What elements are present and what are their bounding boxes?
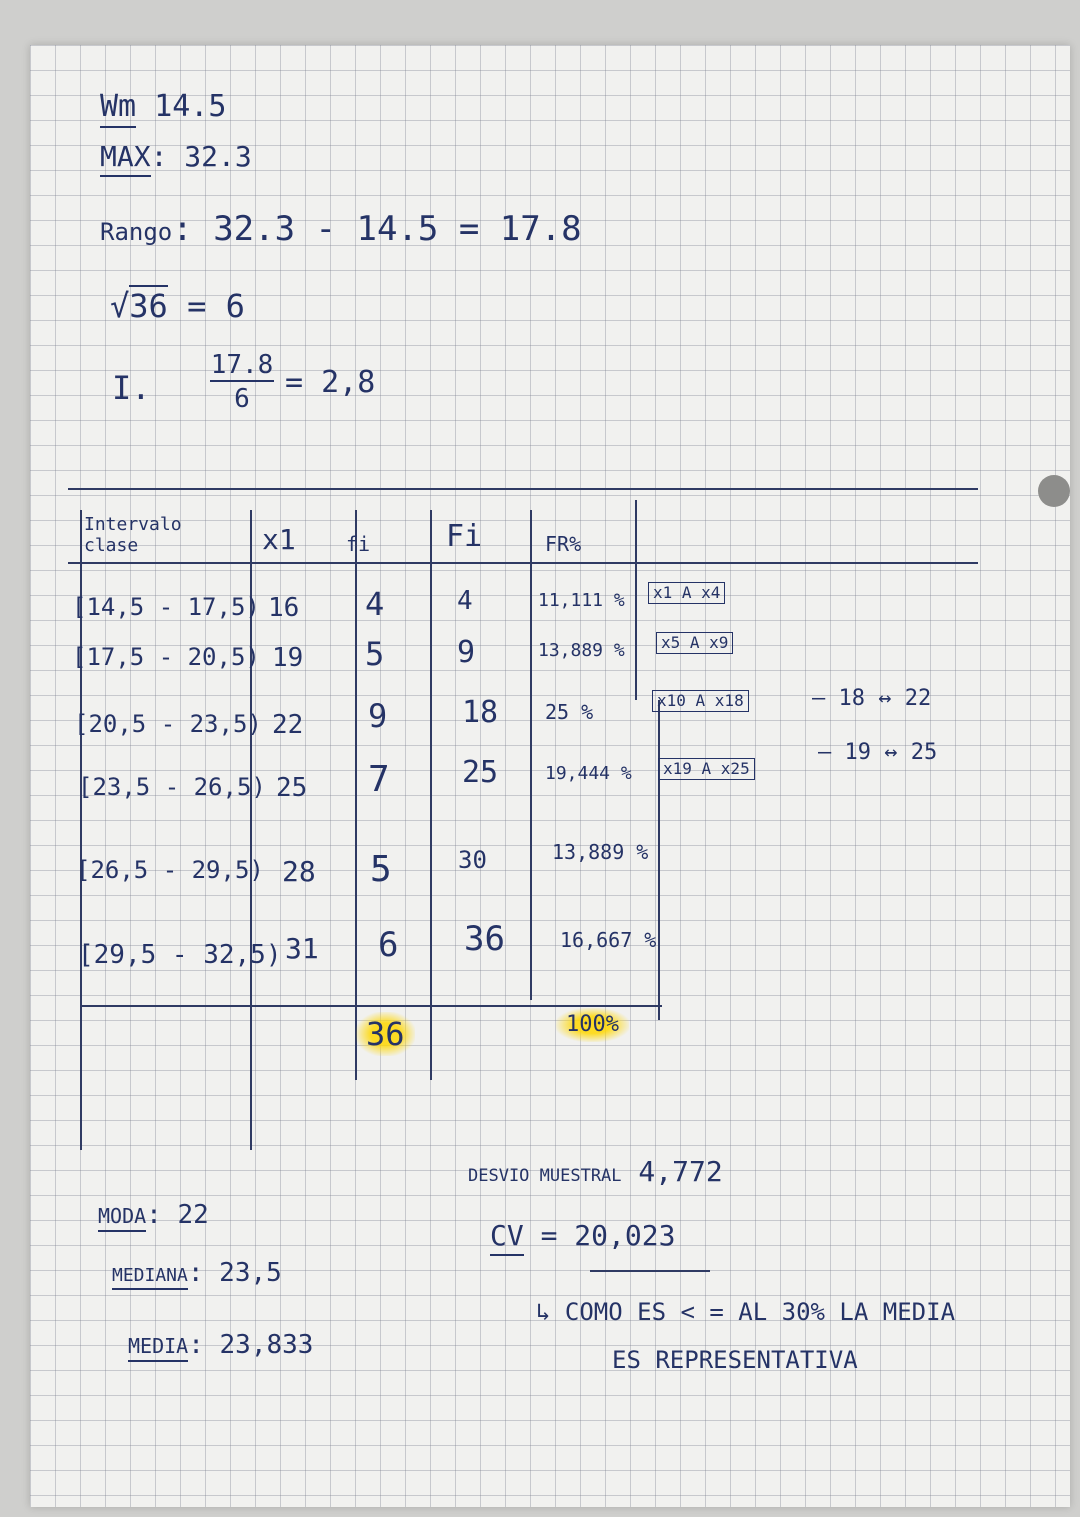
table-total-border <box>82 1005 662 1007</box>
sqrt-result: = 6 <box>187 287 245 325</box>
table-col-line-2 <box>355 510 357 1080</box>
row2-x: 19 <box>272 643 304 673</box>
row4-x: 25 <box>276 773 308 803</box>
row1-x: 16 <box>268 593 300 623</box>
conclusion-line-1: ↳ COMO ES < = AL 30% LA MEDIA <box>536 1298 956 1326</box>
table-col-line-4 <box>530 510 532 1000</box>
range-label: Rango <box>100 218 173 246</box>
mediana-value: : 23,5 <box>187 1258 282 1288</box>
conclusion-line-2: ES REPRESENTATIVA <box>612 1346 858 1374</box>
row6-fi: 6 <box>378 925 399 965</box>
cv-value: = 20,023 <box>540 1219 676 1252</box>
row1-fi: 4 <box>365 585 385 623</box>
row4-interval: [23,5 - 26,5) <box>78 773 266 801</box>
row3-Fi: 18 <box>462 695 499 730</box>
total-fi-highlighted: 36 <box>356 1012 415 1056</box>
header-Fi: Fi <box>446 519 483 554</box>
row3-interval: [20,5 - 23,5) <box>74 710 262 738</box>
mediana-label: MEDIANA <box>112 1265 188 1290</box>
row5-x: 28 <box>282 855 316 888</box>
row5-Fi: 30 <box>458 846 487 874</box>
row4-fi: 7 <box>368 759 390 800</box>
row2-Fi: 9 <box>457 635 476 670</box>
interval-result: = 2,8 <box>285 365 376 400</box>
max-row <box>100 140 252 173</box>
media-row <box>128 1332 313 1358</box>
table-header-border <box>68 562 978 564</box>
row3-note: x10 A x18 <box>652 690 749 712</box>
row5-fi: 5 <box>370 849 392 890</box>
row4-note: x19 A x25 <box>658 758 755 780</box>
desvio-label: DESVIO MUESTRAL <box>468 1166 622 1186</box>
row2-fi: 5 <box>365 635 385 673</box>
row2-interval: [17,5 - 20,5) <box>72 643 260 671</box>
table-col-line-3 <box>430 510 432 1080</box>
cv-label: CV <box>490 1219 524 1256</box>
row6-Fi: 36 <box>464 919 505 959</box>
cv-underline <box>590 1270 710 1272</box>
desvio-row <box>468 1155 723 1188</box>
row6-fr: 16,667 % <box>560 928 657 952</box>
table-col-line-6 <box>658 700 660 1020</box>
header-x1: x1 <box>262 523 296 556</box>
row3-x: 22 <box>272 710 304 740</box>
row4-fr: 19,444 % <box>545 763 632 784</box>
moda-label: MODA <box>98 1204 146 1232</box>
min-row <box>100 89 227 124</box>
header-fi: fi <box>346 532 371 556</box>
table-col-line-5 <box>635 500 637 700</box>
row4-extra: — 19 ↔ 25 <box>818 740 938 765</box>
cv-row <box>490 1219 676 1252</box>
range-expression: : 32.3 - 14.5 = 17.8 <box>172 209 582 249</box>
interval-denominator: 6 <box>234 384 250 414</box>
table-top-border <box>68 488 978 490</box>
desvio-value: 4,772 <box>638 1155 723 1188</box>
header-fr: FR% <box>545 532 582 556</box>
row1-interval: [14,5 - 17,5) <box>72 593 260 621</box>
header-interval: Intervalo clase <box>84 514 182 556</box>
row1-fr: 11,111 % <box>538 590 625 611</box>
mediana-row <box>112 1260 282 1286</box>
min-value: 14.5 <box>154 89 227 124</box>
row3-fr: 25 % <box>545 700 594 724</box>
row4-Fi: 25 <box>462 755 499 790</box>
row5-interval: [26,5 - 29,5) <box>76 856 264 884</box>
row1-Fi: 4 <box>457 586 473 616</box>
moda-row <box>98 1202 209 1228</box>
max-label: MAX <box>100 140 151 177</box>
range-row <box>100 209 582 249</box>
min-label: Wm <box>100 89 136 128</box>
punch-hole <box>1038 475 1070 507</box>
row5-fr: 13,889 % <box>552 840 649 864</box>
row6-x: 31 <box>285 932 319 965</box>
sqrt-argument: 36 <box>129 287 168 325</box>
row3-fi: 9 <box>368 697 388 735</box>
row2-fr: 13,889 % <box>538 640 625 661</box>
media-label: MEDIA <box>128 1334 188 1362</box>
interval-fraction <box>210 352 274 412</box>
sqrt-row <box>110 287 245 325</box>
media-value: : 23,833 <box>188 1330 314 1360</box>
row2-note: x5 A x9 <box>656 632 733 654</box>
row6-interval: [29,5 - 32,5) <box>78 940 282 970</box>
interval-label: I. <box>112 369 151 407</box>
interval-numerator: 17.8 <box>210 350 274 380</box>
row3-extra: — 18 ↔ 22 <box>812 686 932 711</box>
moda-value: : 22 <box>146 1200 209 1230</box>
row1-note: x1 A x4 <box>648 582 725 604</box>
total-fr-highlighted: 100% <box>556 1008 629 1042</box>
sqrt-symbol-icon: √ <box>110 287 130 325</box>
max-value: : 32.3 <box>150 140 252 173</box>
